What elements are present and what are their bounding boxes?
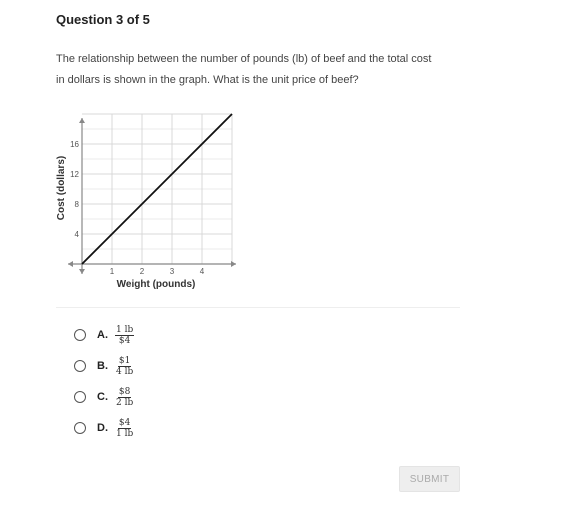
y-tick-label: 8 bbox=[74, 200, 79, 209]
y-axis-arrow-down bbox=[79, 269, 85, 274]
fraction-numerator: $1 bbox=[118, 355, 131, 366]
y-axis-label: Cost (dollars) bbox=[56, 155, 67, 221]
option-letter: B. bbox=[97, 360, 108, 372]
x-tick-label: 3 bbox=[169, 267, 175, 276]
x-axis-arrow bbox=[231, 261, 236, 267]
y-tick-label: 12 bbox=[70, 170, 79, 179]
radio-button[interactable] bbox=[74, 422, 86, 434]
x-tick-label: 1 bbox=[109, 267, 115, 276]
fraction-numerator: $4 bbox=[118, 417, 131, 428]
fraction-denominator: 1 lb bbox=[116, 428, 134, 439]
question-text-line-2: in dollars is shown in the graph. What is the unit price of beef? bbox=[56, 74, 359, 86]
radio-button[interactable] bbox=[74, 360, 86, 372]
option-letter: A. bbox=[97, 329, 108, 341]
answer-option[interactable] bbox=[74, 324, 134, 346]
radio-button[interactable] bbox=[74, 329, 86, 341]
answer-option[interactable] bbox=[74, 355, 134, 377]
x-axis-arrow-left bbox=[68, 261, 73, 267]
fraction-denominator: 4 lb bbox=[116, 366, 134, 377]
fraction-denominator: $4 bbox=[118, 335, 131, 346]
radio-button[interactable] bbox=[74, 391, 86, 403]
fraction-numerator: $8 bbox=[118, 386, 131, 397]
question-header: Question 3 of 5 bbox=[56, 12, 150, 27]
y-tick-label: 16 bbox=[70, 140, 79, 149]
fraction-denominator: 2 lb bbox=[116, 397, 134, 408]
y-axis-arrow bbox=[79, 118, 85, 123]
x-tick-label: 2 bbox=[139, 267, 145, 276]
answer-option[interactable] bbox=[74, 386, 134, 408]
option-fraction bbox=[115, 418, 134, 439]
answer-option[interactable] bbox=[74, 417, 134, 439]
question-text-line-1: The relationship between the number of pounds (lb) of beef and the total cost bbox=[56, 53, 432, 65]
option-fraction bbox=[115, 387, 134, 408]
option-fraction bbox=[115, 356, 134, 377]
option-fraction bbox=[115, 325, 134, 346]
submit-button[interactable]: SUBMIT bbox=[399, 466, 460, 492]
y-tick-label: 4 bbox=[74, 230, 79, 239]
option-letter: C. bbox=[97, 391, 108, 403]
x-axis-label: Weight (pounds) bbox=[116, 279, 196, 290]
fraction-numerator: 1 lb bbox=[116, 324, 134, 335]
divider bbox=[56, 307, 460, 308]
option-letter: D. bbox=[97, 422, 108, 434]
x-tick-label: 4 bbox=[199, 267, 205, 276]
